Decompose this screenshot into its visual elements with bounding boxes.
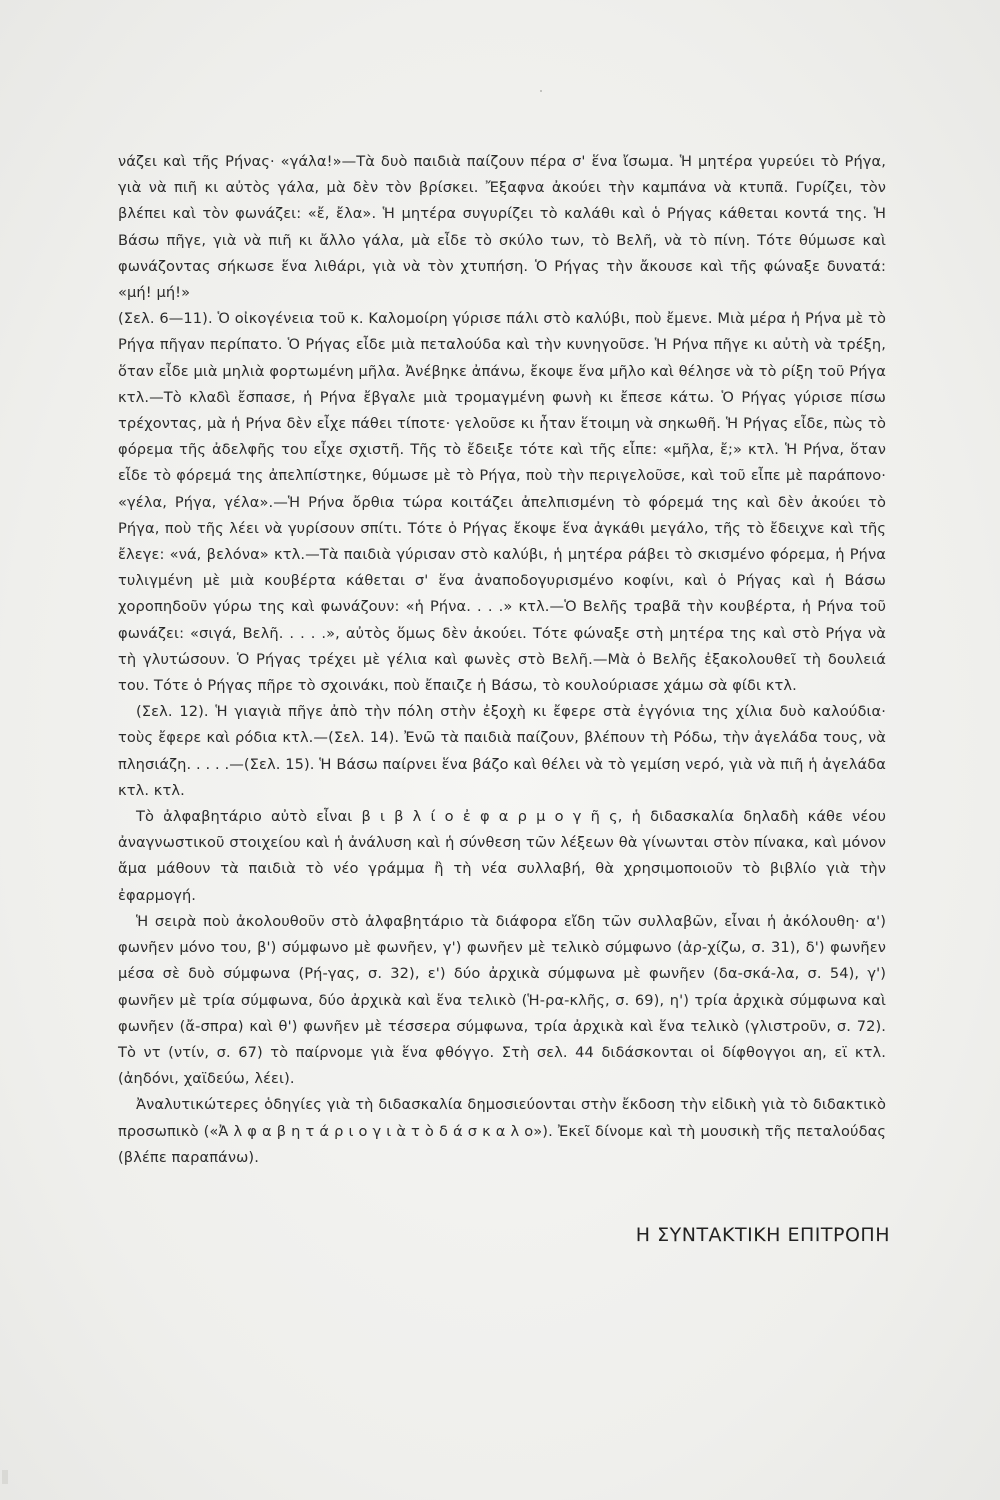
page-speck bbox=[540, 90, 542, 92]
paragraph-syllable-order: Ἡ σειρὰ ποὺ ἀκολουθοῦν στὸ ἀλφαβητάριο τὰ διάφορα εἴδη τῶν συλλαβῶν, εἶναι ἡ ἀκόλουθη· α') φωνῆεν μόνο του, β') σύμφωνο μὲ φωνῆεν, γ') φωνῆεν μὲ τελικὸ σύμφωνο (ἀρ-χίζω, σ. 31), δ') φωνῆεν μέσα σὲ δυὸ σύμφωνα (Ρή-γας, σ. 32), ε') δύο ἀρχικὰ σύμφωνα μὲ φωνῆεν (δα-σκά-λα, σ. 54), γ') φωνῆεν μὲ τρία σύμφωνα, δύο ἀρχικὰ καὶ ἕνα τελικὸ (Ἡ-ρα-κλῆς, σ. 69), η') τρία ἀρχικὰ σύμφωνα καὶ φωνῆεν (ἄ-σπρα) καὶ θ') φωνῆεν μὲ τέσσερα σύμφωνα, τρία ἀρχικὰ καὶ ἕνα τελικὸ (γλιστροῦν, σ. 72). Τὸ ντ (ντίν, σ. 67) τὸ παίρνομε γιὰ ἕνα φθόγγο. Στὴ σελ. 44 διδάσκονται οἱ δίφθογγοι αη, εϊ κτλ. (ἀηδόνι, χαϊδεύω, λέει). bbox=[118, 912, 886, 1088]
paragraph-story-continuation: νάζει καὶ τῆς Ρήνας· «γάλα!»—Τὰ δυὸ παιδιὰ παίζουν πέρα σ' ἕνα ἴσωμα. Ἡ μητέρα γυρεύει τὸ Ρήγα, γιὰ νὰ πιῆ κι αὐτὸς γάλα, μὰ δὲν τὸν βρίσκει. Ἔξαφνα ἀκούει τὴν καμπάνα νὰ κτυπᾶ. Γυρίζει, τὸν βλέπει καὶ τὸν φωνάζει: «ἔ, ἔλα». Ἡ μητέρα συγυρίζει τὸ καλάθι καὶ ὁ Ρήγας κάθεται κοντά της. Ἡ Βάσω πῆγε, γιὰ νὰ πιῆ κι ἄλλο γάλα, μὰ εἶδε τὸ σκύλο των, τὸ Βελῆ, νὰ τὸ πίνη. Τότε θύμωσε καὶ φωνάζοντας σήκωσε ἕνα λιθάρι, γιὰ νὰ τὸν χτυπήση. Ὁ Ρήγας τὴν ἄκουσε καὶ τῆς φώναξε δυνατά: «μή! μή!» bbox=[118, 153, 886, 302]
paragraph-application-book: Τὸ ἀλφαβητάριο αὐτὸ εἶναι β ι β λ ί ο ἐ φ α ρ μ ο γ ῆ ς, ἡ διδασκαλία δηλαδὴ κάθε νέου ἀναγνωστικοῦ στοιχείου καὶ ἡ ἀνάλυση καὶ ἡ σύνθεση τῶν λέξεων θὰ γίνωνται στὸν πίνακα, καὶ μόνον ἅμα μάθουν τὰ παιδιὰ τὸ νέο γράμμα ἢ τὴ νέα συλλαβή, θὰ χρησιμοποιοῦν τὸ βιβλίο γιὰ τὴν ἐφαρμογή. bbox=[118, 808, 886, 904]
paragraph-detailed-instructions: Ἀναλυτικώτερες ὁδηγίες γιὰ τὴ διδασκαλία δημοσιεύονται στὴν ἔκδοση τὴν εἰδικὴ γιὰ τὸ διδακτικὸ προσωπικὸ («Ἀ λ φ α β η τ ά ρ ι ο γ ι ὰ τ ὸ δ ά σ κ α λ ο»). Ἐκεῖ δίνομε καὶ τὴ μουσικὴ τῆς πεταλούδας (βλέπε παραπάνω). bbox=[118, 1096, 886, 1166]
signature-editorial-committee: Η ΣΥΝΤΑΚΤΙΚΗ ΕΠΙΤΡΟΠΗ bbox=[635, 1224, 890, 1246]
paragraph-pages-12-15: (Σελ. 12). Ἡ γιαγιὰ πῆγε ἀπὸ τὴν πόλη στὴν ἐξοχὴ κι ἔφερε στὰ ἐγγόνια της χίλια δυὸ καλούδια· τοὺς ἔφερε καὶ ρόδια κτλ.—(Σελ. 14). Ἐνῶ τὰ παιδιὰ παίζουν, βλέπουν τὴ Ρόδω, τὴν ἀγελάδα τους, νὰ πλησιάζη. . . . .—(Σελ. 15). Ἡ Βάσω παίρνει ἕνα βάζο καὶ θέλει νὰ τὸ γεμίση νερό, γιὰ νὰ πιῆ ἡ ἀγελάδα κτλ. κτλ. bbox=[118, 703, 886, 799]
paragraph-pages-6-11: (Σελ. 6—11). Ὁ οἰκογένεια τοῦ κ. Καλομοίρη γύρισε πάλι στὸ καλύβι, ποὺ ἔμενε. Μιὰ μέρα ἡ Ρήνα μὲ τὸ Ρήγα πῆγαν περίπατο. Ὁ Ρήγας εἶδε μιὰ πεταλούδα καὶ τὴν κυνηγοῦσε. Ἡ Ρήνα πῆγε κι αὐτὴ νὰ τρέξη, ὅταν εἶδε μιὰ μηλιὰ φορτωμένη μῆλα. Ἀνέβηκε ἀπάνω, ἔκοψε ἕνα μῆλο καὶ θέλησε νὰ τὸ ρίξη τοῦ Ρήγα κτλ.—Τὸ κλαδὶ ἔσπασε, ἡ Ρήνα ἔβγαλε μιὰ τρομαγμένη φωνὴ κι ἔπεσε κάτω. Ὁ Ρήγας γύρισε πίσω τρέχοντας, μὰ ἡ Ρήνα δὲν εἶχε πάθει τίποτε· γελοῦσε κι ἦταν ἕτοιμη νὰ σηκωθῆ. Ἡ Ρήγας εἶδε, πὼς τὸ φόρεμα τῆς ἀδελφῆς του εἶχε σχιστῆ. Τῆς τὸ ἔδειξε τότε καὶ τῆς εἶπε: «μῆλα, ἔ;» κτλ. Ἡ Ρήνα, ὅταν εἶδε τὸ φόρεμά της ἀπελπίστηκε, θύμωσε μὲ τὸ Ρήγα, ποὺ τὴν περιγελοῦσε, καὶ τοῦ εἶπε μὲ παράπονο· «γέλα, Ρήγα, γέλα».—Ἡ Ρήνα ὄρθια τώρα κοιτάζει ἀπελπισμένη τὸ φόρεμά της καὶ δὲν ἀκούει τὸ Ρήγα, ποὺ τῆς λέει νὰ γυρίσουν σπίτι. Τότε ὁ Ρήγας ἔκοψε ἕνα ἀγκάθι μεγάλο, τῆς τὸ ἔδειχνε καὶ τῆς ἔλεγε: «νά, βελόνα» κτλ.—Τὰ παιδιὰ γύρισαν στὸ καλύβι, ἡ μητέρα ράβει τὸ σκισμένο φόρεμα, ἡ Ρήνα τυλιγμένη μὲ μιὰ κουβέρτα κάθεται σ' ἕνα ἀναποδογυρισμένο κοφίνι, καὶ ὁ Ρήγας καὶ ἡ Βάσω χοροπηδοῦν γύρω της καὶ φωνάζουν: «ἡ Ρήνα. . . .» κτλ.—Ὁ Βελῆς τραβᾶ τὴν κουβέρτα, ἡ Ρήνα τοῦ φωνάζει: «σιγά, Βελῆ. . . . .», αὐτὸς ὅμως δὲν ἀκούει. Τότε φώναξε στὴ μητέρα της καὶ στὸ Ρήγα νὰ τὴ γλυτώσουν. Ὁ Ρήγας τρέχει μὲ γέλια καὶ φωνὲς στὸ Βελῆ.—Μὰ ὁ Βελῆς ἐξακολουθεῖ τὴ δουλειά του. Τότε ὁ Ρήγας πῆρε τὸ σχοινάκι, ποὺ ἔπαιζε ἡ Βάσω, τὸ κουλούριασε χάμω σὰ φίδι κτλ. bbox=[118, 310, 886, 695]
body-text bbox=[118, 149, 886, 1171]
corner-mark bbox=[2, 1470, 8, 1484]
